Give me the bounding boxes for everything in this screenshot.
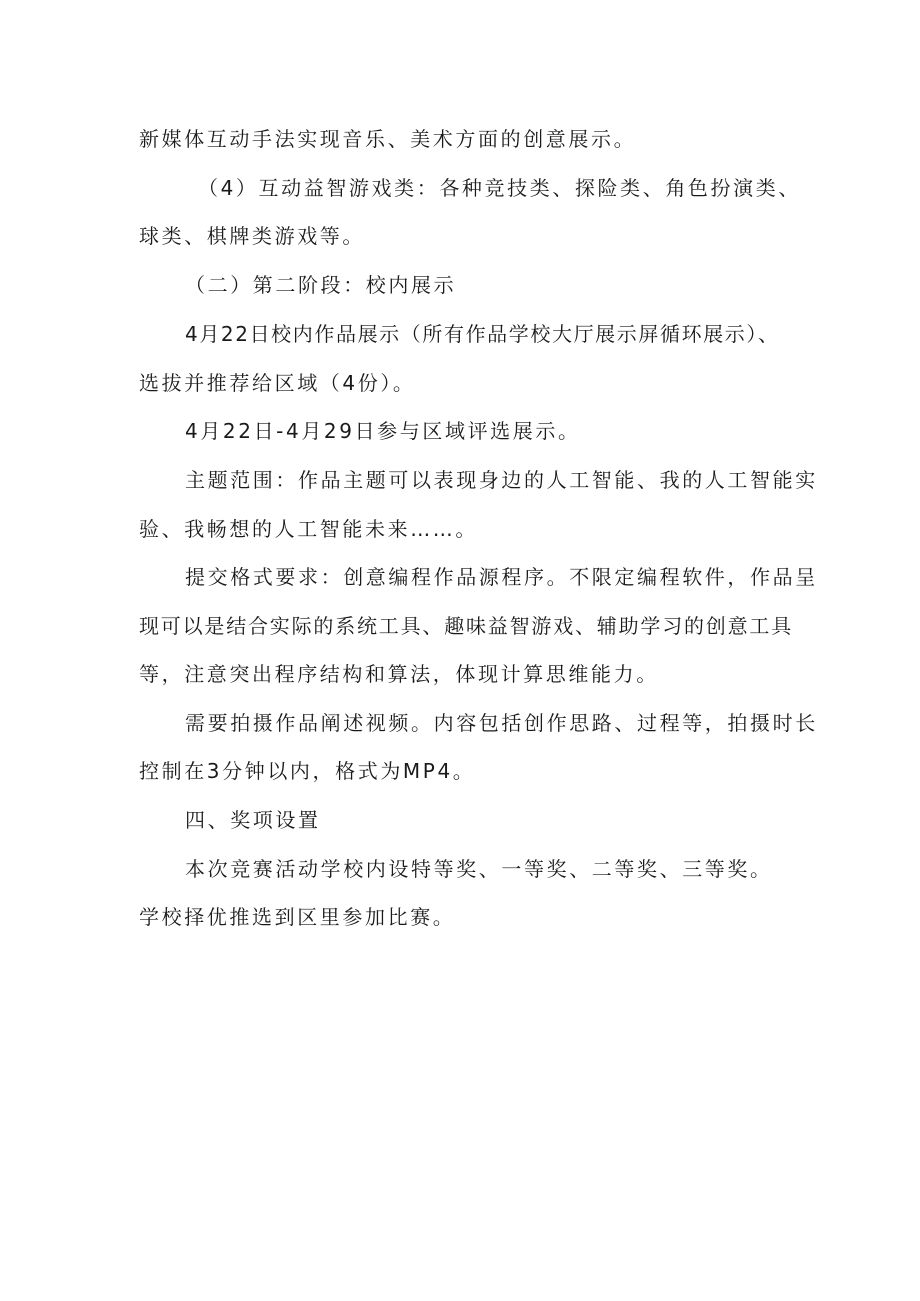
section-heading-stage-two: （二）第二阶段：校内展示 [185, 273, 457, 297]
text-line-11: 现可以是结合实际的系统工具、趣味益智游戏、辅助学习的创意工具 [139, 614, 793, 638]
text-line-7: 4月22日-4月29日参与区域评选展示。 [185, 419, 581, 443]
text-line-16: 本次竞赛活动学校内设特等奖、一等奖、二等奖、三等奖。 [185, 857, 773, 881]
text-line-8: 主题范围：作品主题可以表现身边的人工智能、我的人工智能实 [185, 468, 818, 492]
text-line-6: 选拔并推荐给区域（4份）。 [139, 371, 416, 395]
text-line-1: 新媒体互动手法实现音乐、美术方面的创意展示。 [139, 127, 637, 151]
text-line-12: 等，注意突出程序结构和算法，体现计算思维能力。 [139, 662, 659, 686]
section-heading-awards: 四、奖项设置 [185, 808, 321, 832]
text-line-14: 控制在3分钟以内，格式为MP4。 [139, 759, 476, 783]
text-line-3: 球类、棋牌类游戏等。 [139, 224, 365, 248]
text-line-10: 提交格式要求：创意编程作品源程序。不限定编程软件，作品呈 [185, 565, 818, 589]
text-line-9: 验、我畅想的人工智能未来……。 [139, 517, 478, 541]
text-line-2: （4）互动益智游戏类：各种竞技类、探险类、角色扮演类、 [198, 176, 801, 200]
text-line-13: 需要拍摄作品阐述视频。内容包括创作思路、过程等，拍摄时长 [185, 711, 818, 735]
text-line-17: 学校择优推选到区里参加比赛。 [139, 905, 456, 929]
text-line-5: 4月22日校内作品展示（所有作品学校大厅展示屏循环展示）、 [185, 322, 780, 346]
